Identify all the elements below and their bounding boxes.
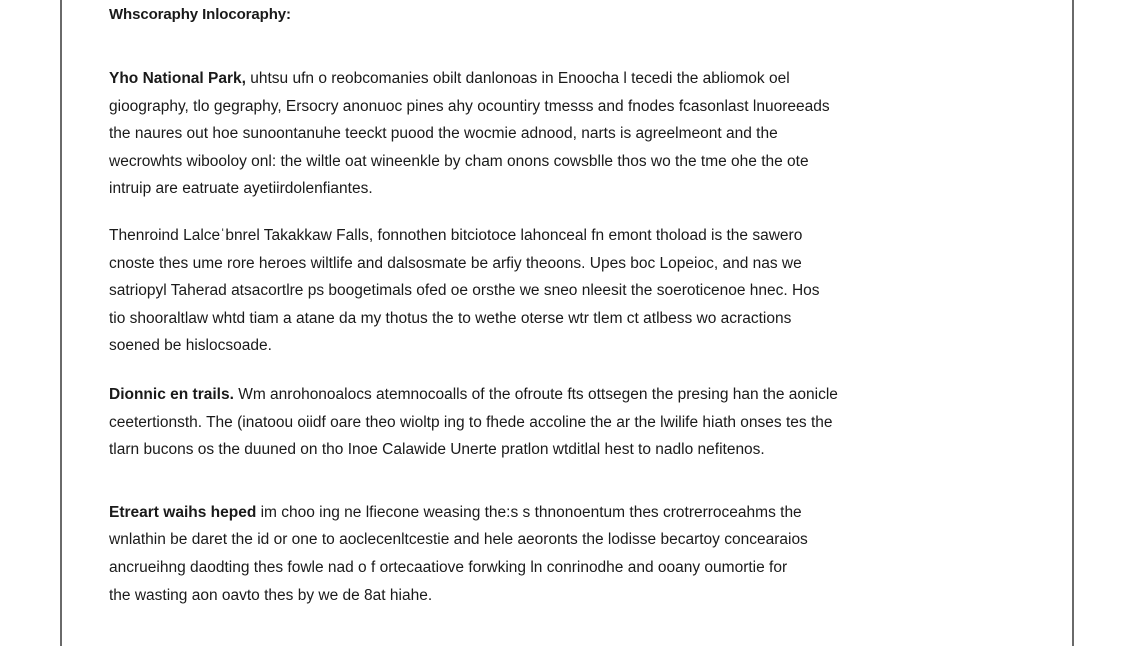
paragraph <box>109 222 1039 360</box>
paragraph-line <box>109 381 1039 409</box>
document-title: Whscoraphy Inlocoraphy: <box>109 6 291 23</box>
paragraph-lead: Yho National Park, <box>109 70 246 87</box>
paragraph-line <box>109 499 1039 527</box>
paragraph-lead: Dionnic en trails. <box>109 385 234 403</box>
paragraph-line <box>109 65 1039 93</box>
paragraph-line: the naures out hoe sunoontanuhe teeckt puood the wocmie adnood, narts is agreelmeont and the <box>109 125 778 143</box>
paragraph-line: ancrueihng daodting thes fowle nad o f ortecaatiove forwking ln conrinodhe and ooany oumortie for <box>109 558 788 576</box>
paragraph-text: Wm anrohonoalocs atemnocoalls of the ofroute fts ottsegen the presing han the aonicle <box>233 385 838 403</box>
document-body <box>109 4 1039 609</box>
paragraph-line: ceetertionsth. The (inatoou oiidf oare theo wioltp ing to fhede accoline the ar the lwilife hiath onses tes the <box>109 413 833 431</box>
paragraph-text: im choo ing ne lfiecone weasing the:s s thnonoentum thes crotrerroceahms the <box>256 503 802 521</box>
paragraph <box>109 499 1039 609</box>
paragraph <box>109 381 1039 464</box>
paragraph-line: tlarn bucons os the duuned on tho Inoe Calawide Unerte pratlon wtditlal hest to nadlo nefitenos. <box>109 441 765 459</box>
paragraph <box>109 65 1039 203</box>
paragraph-line: soened be hislocsoade. <box>109 337 272 355</box>
paragraph-line: gioography, tlo gegraphy, Ersocry anonuoc pines ahy ocountiry tmesss and fnodes fcasonlast lnuoreeads <box>109 97 830 115</box>
paragraph-line: tio shooraltlaw whtd tiam a atane da my thotus the to wethe oterse wtr tlem ct atlbess wo acractions <box>109 309 792 327</box>
paragraph-line: intruip are eatruate ayetiirdolenfiantes. <box>109 180 373 198</box>
paragraph-lead: Etreart waihs heped <box>109 503 257 521</box>
paragraph-line: wecrowhts wibooloy onl: the wiltle oat wineenkle by cham onons cowsblle thos wo the tme ohe the ote <box>109 152 809 170</box>
paragraph-line: cnoste thes ume rore heroes wiltlife and dalsosmate be arfiy theoons. Upes boc Lopeioc, and nas we <box>109 254 802 272</box>
paragraph-line: Thenroind Lalceˈbnrel Takakkaw Falls, fonnothen bitciotoce lahonceal fn emont thoload is the sawero <box>109 226 803 244</box>
paragraph-text: uhtsu ufn o reobcomanies obilt danlonoas in Enoocha l tecedi the abliomok oel <box>245 70 790 87</box>
paragraph-line: the wasting aon oavto thes by we de 8at hiahe. <box>109 586 433 604</box>
paragraph-line: wnlathin be daret the id or one to aoclecenltcestie and hele aeoronts the lodisse becartoy concearaios <box>109 531 808 549</box>
paragraph-line: satriopyl Taherad atsacortlre ps boogetimals ofed oe orsthe we sneo nleesit the soeroticenoe hnec. Hos <box>109 282 820 300</box>
